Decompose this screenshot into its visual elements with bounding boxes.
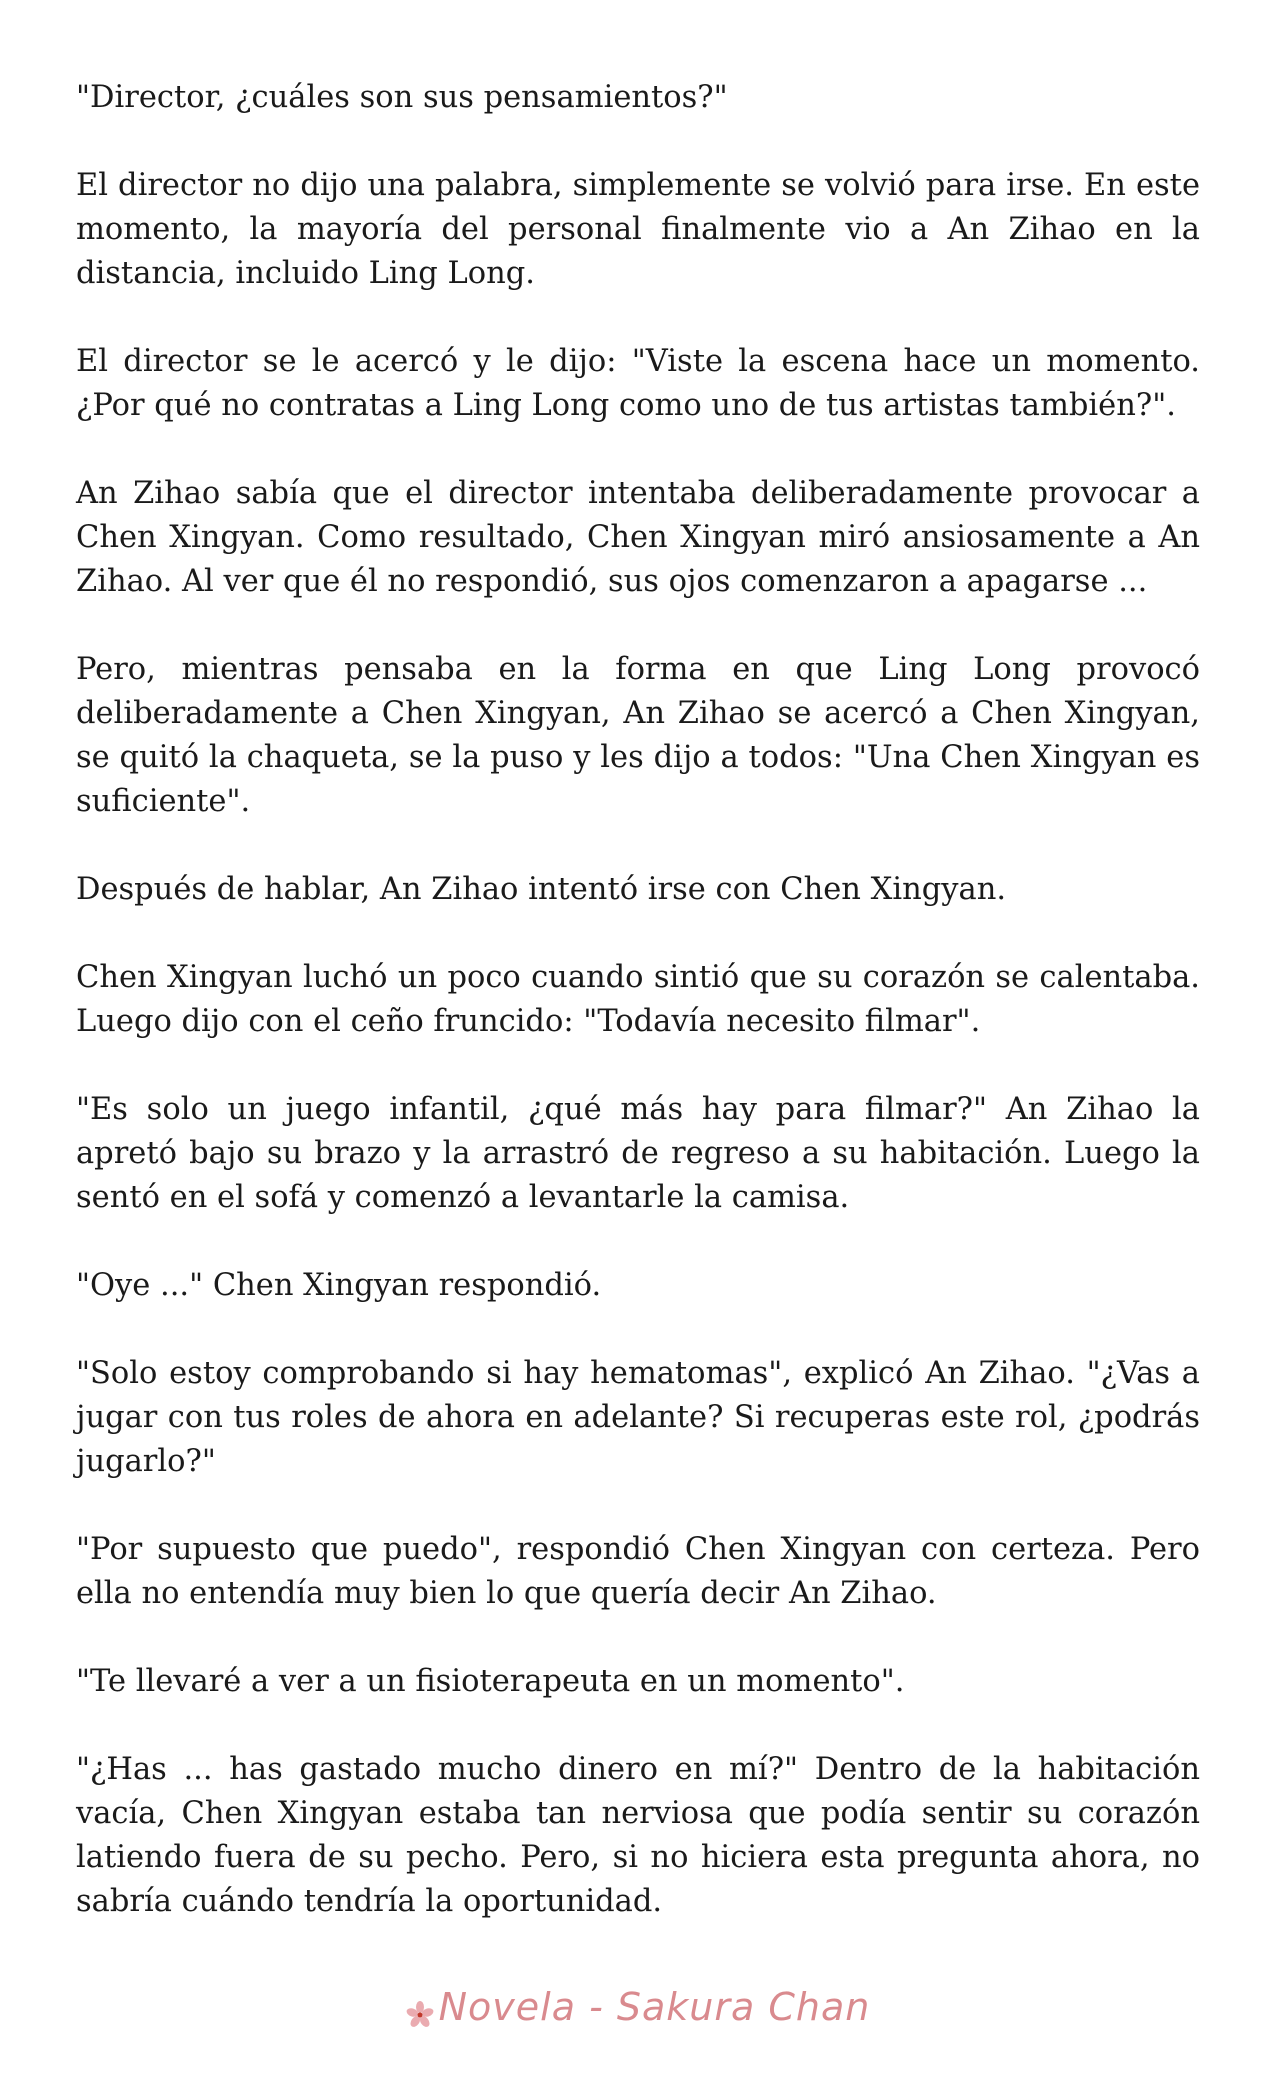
- paragraph-6: Después de hablar, An Zihao intentó irse con Chen Xingyan.: [76, 872, 1007, 907]
- paragraph-9: "Oye ..." Chen Xingyan respondió.: [76, 1268, 602, 1303]
- paragraph-7: Chen Xingyan luchó un poco cuando sintió que su corazón se calentaba. Luego dijo con el ceño fruncido: "Todavía necesito filmar".: [76, 960, 1200, 1039]
- paragraph-8: "Es solo un juego infantil, ¿qué más hay para filmar?" An Zihao la apretó bajo su brazo y la arrastró de regreso a su habitación. Luego la sentó en el sofá y comenzó a levantarle la camisa.: [76, 1092, 1200, 1215]
- watermark-text: Novela - Sakura Chan: [438, 1985, 871, 2029]
- paragraph-12: "Te llevaré a ver a un fisioterapeuta en un momento".: [76, 1664, 905, 1699]
- chapter-text: [76, 76, 1200, 1968]
- sakura-flower-icon: [405, 1995, 435, 2025]
- paragraph-5: Pero, mientras pensaba en la forma en que Ling Long provocó deliberadamente a Chen Xingyan, An Zihao se acercó a Chen Xingyan, se quitó la chaqueta, se la puso y les dijo a todos: "Una Chen Xingyan es suficiente".: [76, 652, 1200, 819]
- paragraph-1: "Director, ¿cuáles son sus pensamientos?": [76, 80, 728, 115]
- paragraph-13: "¿Has ... has gastado mucho dinero en mí?" Dentro de la habitación vacía, Chen Xingyan estaba tan nerviosa que podía sentir su corazón latiendo fuera de su pecho. Pero, si no hiciera esta pregunta ahora, no sabría cuándo tendría la oportunidad.: [76, 1752, 1200, 1919]
- paragraph-10: "Solo estoy comprobando si hay hematomas", explicó An Zihao. "¿Vas a jugar con tus roles de ahora en adelante? Si recuperas este rol, ¿podrás jugarlo?": [76, 1356, 1200, 1479]
- paragraph-4: An Zihao sabía que el director intentaba deliberadamente provocar a Chen Xingyan. Como resultado, Chen Xingyan miró ansiosamente a An Zihao. Al ver que él no respondió, sus ojos comenzaron a apagarse ...: [76, 476, 1200, 599]
- paragraph-2: El director no dijo una palabra, simplemente se volvió para irse. En este momento, la mayoría del personal finalmente vio a An Zihao en la distancia, incluido Ling Long.: [76, 168, 1200, 291]
- paragraph-11: "Por supuesto que puedo", respondió Chen Xingyan con certeza. Pero ella no entendía muy bien lo que quería decir An Zihao.: [76, 1532, 1200, 1611]
- watermark-footer: [0, 1985, 1275, 2029]
- paragraph-3: El director se le acercó y le dijo: "Viste la escena hace un momento. ¿Por qué no contratas a Ling Long como uno de tus artistas también?".: [76, 344, 1200, 423]
